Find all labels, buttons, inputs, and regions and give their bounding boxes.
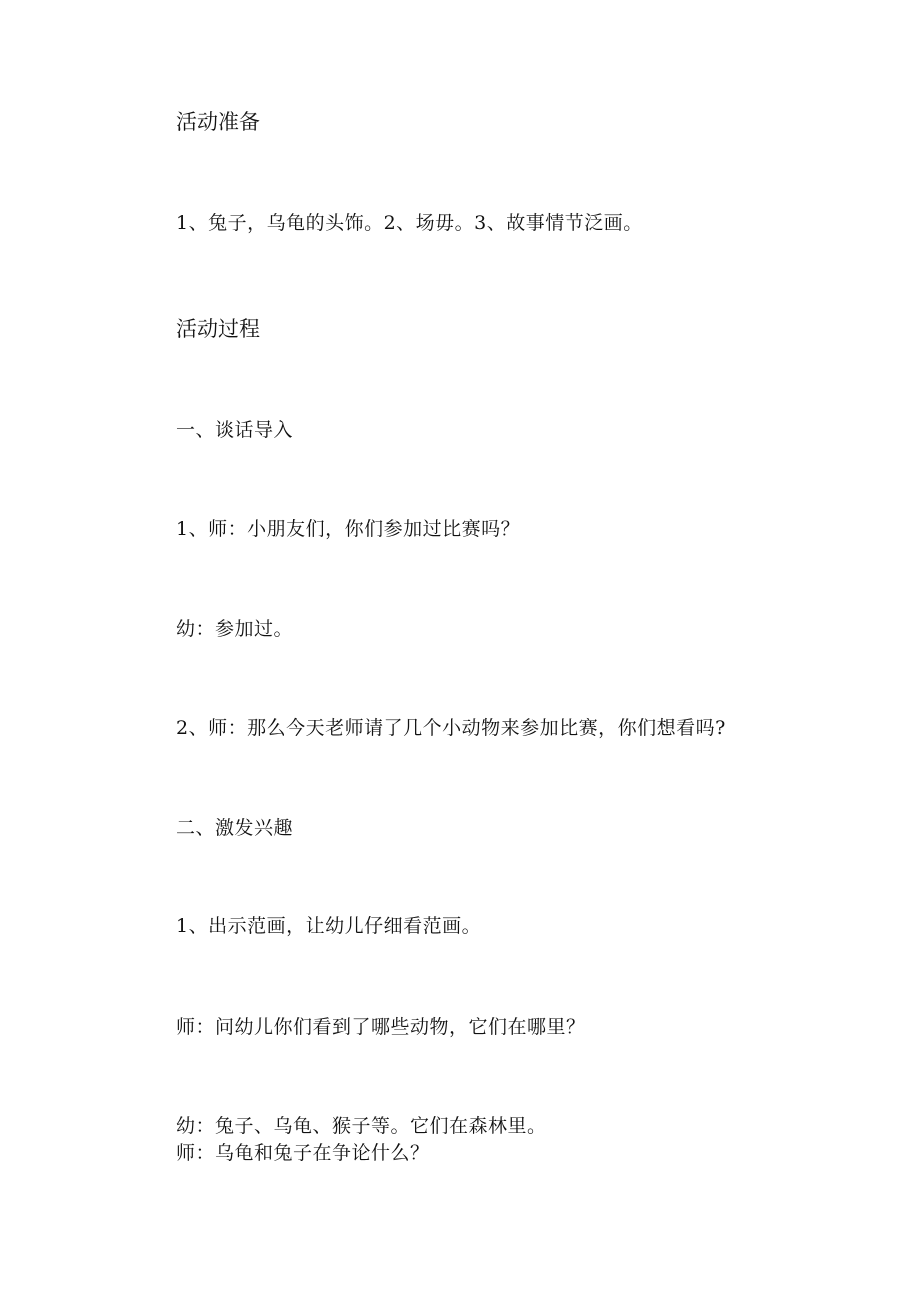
- part1-title: 一、谈话导入: [176, 419, 294, 441]
- process-heading: 活动过程: [176, 317, 260, 341]
- part2-question-2: 师：乌龟和兔子在争论什么？: [176, 1142, 430, 1164]
- part2-answer-1: 幼：兔子、乌龟、猴子等。它们在森林里。: [176, 1115, 547, 1137]
- preparation-heading: 活动准备: [176, 110, 260, 134]
- part1-question-1: 1、师：小朋友们，你们参加过比赛吗？: [176, 518, 521, 540]
- part1-answer-1: 幼：参加过。: [176, 618, 294, 640]
- part1-question-2: 2、师：那么今天老师请了几个小动物来参加比赛，你们想看吗?: [176, 717, 726, 739]
- part2-step-1: 1、出示范画，让幼儿仔细看范画。: [176, 915, 482, 937]
- part2-question-1: 师：问幼儿你们看到了哪些动物，它们在哪里？: [176, 1016, 586, 1038]
- preparation-items: 1、兔子，乌龟的头饰。2、场毋。3、故事情节泛画。: [176, 212, 643, 234]
- part2-title: 二、激发兴趣: [176, 817, 294, 839]
